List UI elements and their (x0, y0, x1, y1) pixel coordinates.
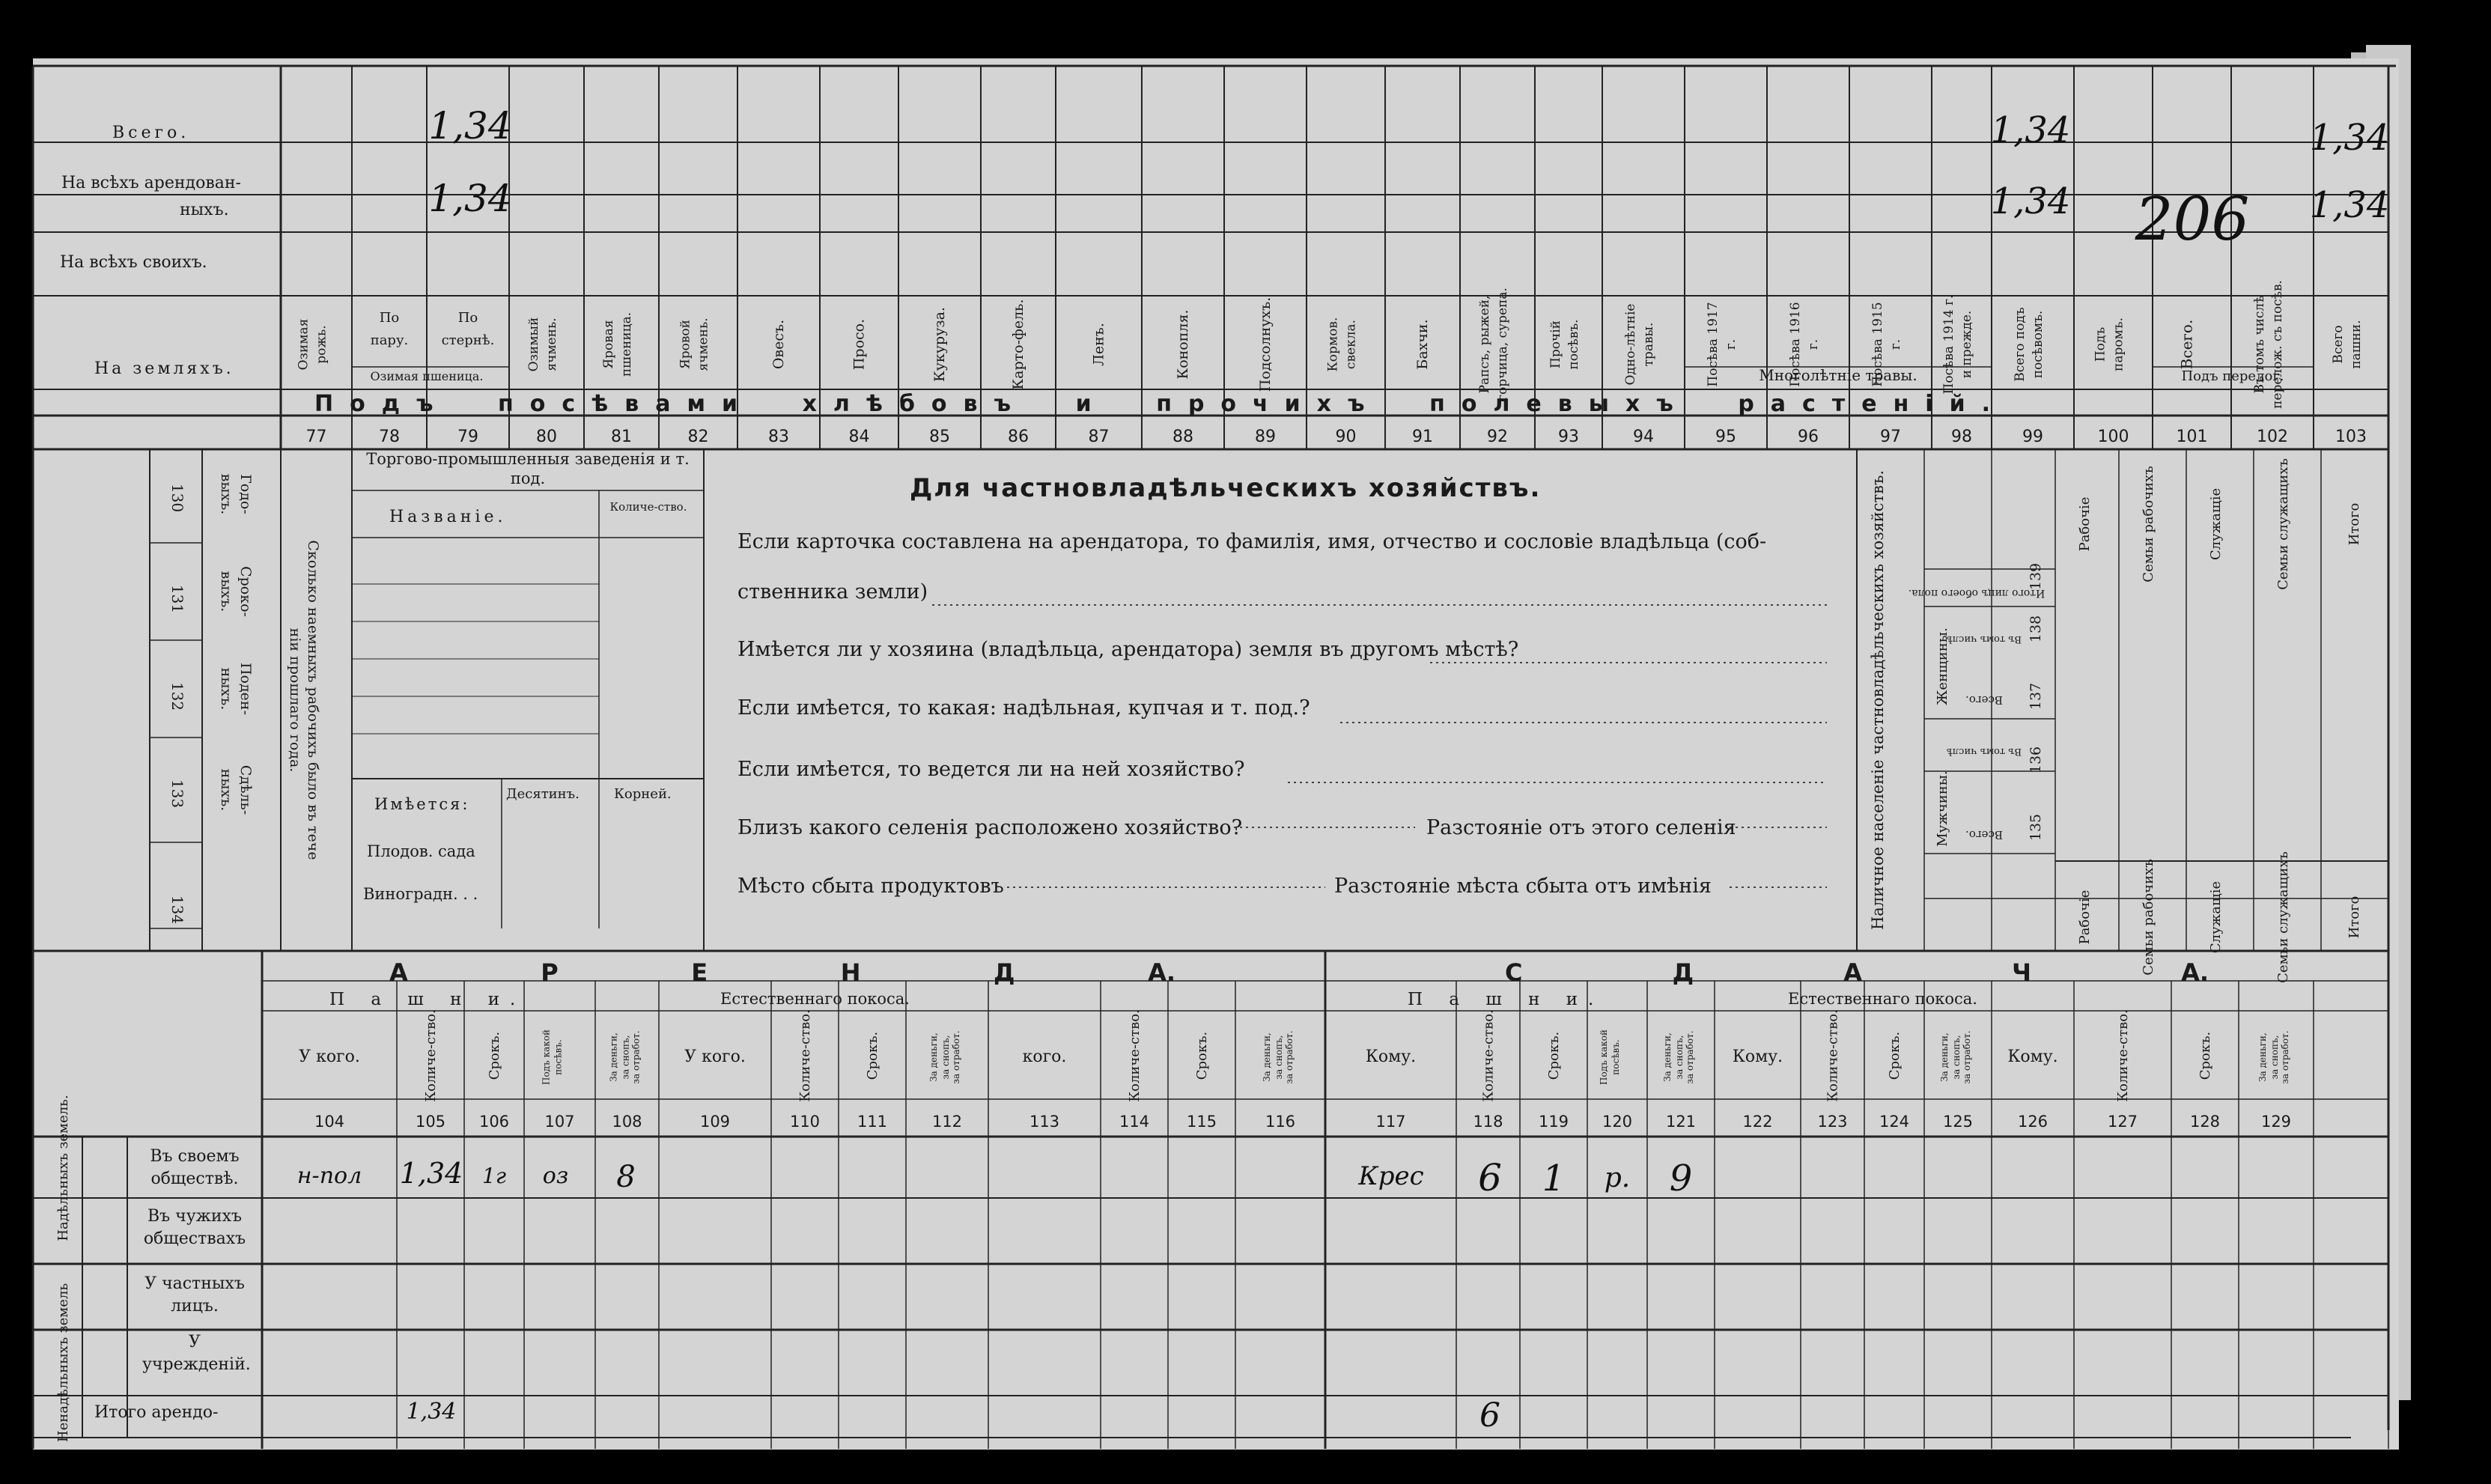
pop-label: Женщины. (1935, 627, 1950, 705)
pop-col-header: Семьи служащихъ (2275, 851, 2291, 983)
hw-itogo-105: 1,34 (406, 1399, 457, 1425)
crop-header: Посѣва 1917 (1706, 302, 1721, 387)
pop-number: 136 (2028, 746, 2044, 774)
row-arend: На всѣхъ арендован- (61, 174, 241, 192)
hw-row1-117: Крес (1358, 1161, 1424, 1191)
col-number: 80 (536, 428, 557, 446)
pop-number: 138 (2028, 615, 2044, 643)
crop-header: Подсолнухъ. (1257, 297, 1274, 392)
bottom-col-number: 105 (415, 1113, 446, 1131)
arenda-heading: А Р Е Н Д А. (389, 958, 1175, 987)
bottom-col-header: за снопъ, (1274, 1035, 1284, 1080)
bottom-col-number: 128 (2189, 1113, 2221, 1131)
bottom-col-header: за отработ. (2280, 1030, 2290, 1084)
bottom-col-number: 113 (1029, 1113, 1060, 1131)
hw-row1-119: 1 (1542, 1158, 1566, 1199)
bottom-col-header: за отработ. (1284, 1030, 1295, 1084)
bottom-col-header: У кого. (684, 1047, 746, 1066)
trade-title: Торгово-промышленныя заведенія и т. под. (366, 450, 690, 487)
hw-vsego-99: 1,34 (1990, 109, 2071, 151)
crop-header: Рапсъ, рыжей, (1477, 295, 1492, 394)
row-arend-2: ныхъ. (180, 201, 229, 219)
bottom-col-number: 129 (2260, 1113, 2292, 1131)
crop-header: г. (1888, 338, 1903, 350)
pop-col-header: Итого (2346, 502, 2362, 546)
crop-header: Яровой (678, 320, 693, 369)
hw-arend-100: 206 (2135, 184, 2250, 254)
bottom-col-header: Кому. (1365, 1047, 1417, 1066)
desyatin-label: Десятинъ. (506, 786, 580, 802)
bottom-col-header: За деньги, (928, 1033, 939, 1082)
crop-header: посѣвомъ. (2031, 310, 2046, 379)
bottom-col-header: посѣвъ. (553, 1039, 564, 1075)
col-number: 87 (1088, 428, 1110, 446)
bottom-col-number: 122 (1742, 1113, 1773, 1131)
crop-header: ячмень. (544, 317, 559, 371)
hw-row1-106: 1г (482, 1164, 506, 1188)
hired-number: 134 (168, 895, 186, 925)
row-svoem: Въ своемъ обществѣ. (150, 1147, 240, 1188)
bottom-col-number: 118 (1473, 1113, 1503, 1131)
hired-question: Сколько наемныхъ рабочихъ было въ тече (305, 540, 321, 860)
private-q6: Мѣсто сбыта продуктовъ (737, 875, 1004, 898)
private-q5: Близъ какого селенія расположено хозяйство? (737, 816, 1243, 839)
col-number: 103 (2335, 428, 2367, 446)
row-uchrezhd: У учрежденій. (142, 1333, 251, 1374)
bottom-col-header: Срокъ. (865, 1031, 880, 1080)
crop-header: пашни. (2349, 320, 2364, 369)
pereloг-label: Подъ перелог. (2181, 368, 2284, 384)
crop-header: Подъ (2093, 326, 2108, 362)
col-number: 95 (1715, 428, 1736, 446)
pop-label: Мужчины. (1935, 770, 1950, 847)
crop-header: Кормов. (1325, 317, 1341, 372)
row-itogo: Итого арендо- (94, 1403, 219, 1422)
bottom-col-number: 119 (1538, 1113, 1569, 1131)
nenadel-group: Ненадѣльныхъ земель (55, 1283, 71, 1443)
ozim-pshen-label: Озимая пшеница. (370, 369, 484, 383)
hw-arend-99: 1,34 (1990, 180, 2071, 222)
crop-header: Посѣва 1915 (1870, 302, 1885, 387)
col-number: 94 (1633, 428, 1654, 446)
bottom-col-header: посѣвъ. (1611, 1039, 1621, 1075)
bottom-col-header: Количе-ство. (1825, 1009, 1841, 1102)
col-number: 86 (1008, 428, 1029, 446)
private-holdings-title: Для частновладѣльческихъ хозяйствъ. (910, 473, 1542, 503)
hw-arend-78: 1,34 (428, 177, 512, 220)
hired-number: 133 (168, 779, 186, 809)
col-number: 90 (1335, 428, 1357, 446)
crop-header: Въ томъ числѣ (2252, 295, 2267, 394)
col-number: 99 (2022, 428, 2043, 446)
bottom-col-header: Срокъ. (2198, 1031, 2213, 1080)
trade-col-qty: Количе-ство. (609, 500, 687, 514)
pop-col-header: Рабочіе (2077, 890, 2093, 945)
hw-row1-120: р. (1604, 1163, 1631, 1193)
private-q2: Имѣется ли у хозяина (владѣльца, арендатора) земля въ другомъ мѣстѣ? (737, 638, 1519, 661)
crop-header: Кукуруза. (931, 306, 948, 383)
crop-header: г. (1724, 338, 1739, 350)
pop-label: Всего. (1965, 828, 2003, 842)
bottom-col-number: 112 (931, 1113, 963, 1131)
crop-header: Овесъ. (770, 319, 787, 370)
crop-header: Яровая (601, 320, 616, 369)
row-svoih: На всѣхъ своихъ. (60, 253, 207, 272)
pop-col-header: Семьи служащихъ (2275, 458, 2291, 590)
col-number: 77 (305, 428, 327, 446)
bottom-col-header: За деньги, (1939, 1033, 1950, 1082)
bottom-col-number: 108 (612, 1113, 642, 1131)
bottom-col-header: Срокъ. (1887, 1031, 1903, 1080)
bottom-col-header: за отработ. (1685, 1030, 1695, 1084)
hired-label: ныхъ. (218, 768, 234, 812)
bottom-col-header: За деньги, (608, 1033, 619, 1082)
bottom-col-header: У кого. (299, 1047, 360, 1066)
korney-label: Корней. (614, 786, 672, 802)
crop-header: Озимый (526, 317, 541, 372)
bottom-col-header: за снопъ, (620, 1035, 631, 1080)
private-q1: Если карточка составлена на арендатора, то фамилія, имя, отчество и сословіе владѣльца (соб- (737, 530, 1767, 553)
bottom-col-number: 111 (857, 1113, 888, 1131)
bottom-col-number: 125 (1942, 1113, 1974, 1131)
arenda-pokos: Естественнаго покоса. (720, 990, 910, 1008)
pod-posevami-banner: Подъ посѣвами хлѣбовъ и прочихъ полевыхъ растеній. (314, 391, 2007, 417)
private-q6b: Разстояніе мѣста сбыта отъ имѣнія (1334, 875, 1712, 898)
private-q4: Если имѣется, то ведется ли на ней хозяйство? (737, 758, 1245, 781)
bottom-col-number: 117 (1375, 1113, 1406, 1131)
crop-header: Одно-лѣтніе (1623, 303, 1638, 386)
bottom-col-header: За деньги, (1662, 1033, 1673, 1082)
nadel-group: Надѣльныхъ земель. (55, 1095, 71, 1241)
private-q1b: ственника земли) (737, 580, 928, 603)
crop-header: и прежде. (1959, 310, 1974, 379)
hired-number: 130 (168, 483, 186, 513)
pop-label: Итого лицъ обоего пола. (1908, 587, 2046, 599)
col-number: 81 (611, 428, 632, 446)
bottom-col-number: 109 (699, 1113, 731, 1131)
hw-row1-118: 6 (1478, 1156, 1502, 1199)
col-number: 88 (1172, 428, 1193, 446)
bottom-col-number: 123 (1817, 1113, 1848, 1131)
bottom-col-header: за снопъ, (1674, 1035, 1685, 1080)
hw-vsego-103: 1,34 (2309, 117, 2390, 159)
bottom-col-header: кого. (1022, 1047, 1067, 1066)
crop-header: Просо. (851, 318, 868, 371)
pop-vertical-title: Наличное населеніе частновладѣльческихъ хозяйствъ. (1869, 469, 1887, 931)
crop-header: Всего подъ (2013, 307, 2028, 382)
row-chastnyh: У частныхъ лицъ. (145, 1274, 245, 1316)
bottom-col-header: Кому. (2007, 1047, 2058, 1066)
bottom-col-number: 110 (789, 1113, 821, 1131)
pop-label: Въ томъ числѣ (1946, 633, 2022, 645)
crop-header: перелож. съ посѣв. (2270, 280, 2285, 409)
crop-header: Посѣва 1916 (1788, 302, 1803, 387)
pop-col-header: Семьи рабочихъ (2141, 859, 2156, 976)
col-number: 91 (1412, 428, 1433, 446)
bottom-col-number: 127 (2107, 1113, 2138, 1131)
pop-col-header: Служащіе (2208, 487, 2224, 561)
crop-header: Ленъ. (1090, 323, 1107, 366)
hired-label: ныхъ. (218, 667, 234, 711)
pop-label: Всего. (1965, 693, 2003, 707)
arenda-pashni: П а ш н и. (329, 990, 526, 1009)
private-q5b: Разстояніе отъ этого селенія (1426, 816, 1736, 839)
col-number: 100 (2097, 428, 2129, 446)
crop-header: Бахчи. (1414, 319, 1431, 370)
bottom-col-header: за снопъ, (940, 1035, 951, 1080)
crop-header: свекла. (1343, 319, 1359, 370)
crop-header: Всего (2331, 325, 2346, 364)
hired-label: выхъ. (218, 571, 234, 612)
crop-header: пшеница. (619, 311, 634, 377)
hired-label: Сдѣль- (237, 764, 254, 815)
bottom-col-header: за снопъ, (1951, 1035, 1962, 1080)
pop-number: 135 (2028, 813, 2044, 842)
bottom-col-header: Подъ какой (541, 1030, 552, 1085)
col-number: 101 (2176, 428, 2208, 446)
hired-label: Сроко- (237, 566, 254, 617)
imeetsya-label: Имѣется: (374, 795, 470, 813)
bottom-col-number: 124 (1879, 1113, 1910, 1131)
crop-header: По (457, 310, 478, 326)
crop-header: По (379, 310, 400, 326)
bottom-col-header: Срокъ. (487, 1031, 502, 1080)
hw-row1-105: 1,34 (399, 1157, 463, 1190)
row-chuzhih: Въ чужихъ обществахъ (143, 1207, 246, 1248)
col-number: 79 (457, 428, 478, 446)
plod-sada-label: Плодов. сада (367, 842, 475, 860)
bottom-col-header: Срокъ. (1194, 1031, 1210, 1080)
bottom-col-number: 120 (1602, 1113, 1633, 1131)
hired-number: 132 (168, 681, 186, 711)
crop-header: стернѣ. (441, 332, 495, 348)
bottom-col-header: За деньги, (2257, 1033, 2268, 1082)
sdacha-heading: С Д А Ч А. (1505, 958, 2209, 987)
pop-col-header: Итого (2346, 895, 2362, 939)
bottom-col-number: 104 (314, 1113, 345, 1131)
pop-col-header: Служащіе (2208, 881, 2224, 954)
crop-header: Конопля. (1175, 309, 1191, 380)
crop-header: пару. (370, 332, 409, 348)
crop-header: г. (1806, 338, 1821, 350)
vinograd-label: Виноградн. . . (363, 885, 478, 903)
bottom-col-header: Количе-ство. (423, 1009, 439, 1102)
crop-header: рожь. (314, 325, 329, 364)
col-number: 78 (379, 428, 400, 446)
hired-label: Поден- (237, 662, 254, 716)
hw-row1-108: 8 (616, 1160, 636, 1194)
bottom-col-header: за отработ. (630, 1030, 642, 1084)
bottom-col-header: За деньги, (1262, 1033, 1272, 1082)
bottom-col-header: Количе-ство. (2115, 1009, 2131, 1102)
bottom-col-number: 106 (478, 1113, 510, 1131)
crop-header: паромъ. (2111, 317, 2126, 372)
trade-col-name: Названіе. (389, 508, 507, 526)
hired-label: Годо- (237, 474, 254, 514)
bottom-col-header: Кому. (1732, 1047, 1783, 1066)
bottom-col-header: Срокъ. (1546, 1031, 1562, 1080)
crop-header: травы. (1641, 322, 1656, 367)
bottom-col-number: 115 (1186, 1113, 1217, 1131)
sdacha-pokos: Естественнаго покоса. (1788, 990, 1977, 1008)
pop-col-header: Семьи рабочихъ (2141, 466, 2156, 583)
mnogolet-label: Многолѣтніе травы. (1759, 366, 1917, 384)
hw-row1-121: 9 (1669, 1158, 1693, 1199)
hw-arend-103: 1,34 (2309, 184, 2390, 226)
col-number: 98 (1951, 428, 1972, 446)
hw-row1-107: оз (542, 1163, 569, 1189)
col-number: 93 (1558, 428, 1579, 446)
col-number: 89 (1255, 428, 1276, 446)
hired-question: ніи прошлаго года. (287, 627, 303, 773)
bottom-col-number: 116 (1265, 1113, 1296, 1131)
col-number: 96 (1798, 428, 1819, 446)
col-number: 102 (2257, 428, 2288, 446)
col-number: 82 (687, 428, 709, 446)
col-number: 97 (1880, 428, 1901, 446)
private-q3: Если имѣется, то какая: надѣльная, купчая и т. под.? (737, 696, 1310, 720)
bottom-col-header: Количе-ство. (797, 1009, 813, 1102)
bottom-col-number: 107 (544, 1113, 575, 1131)
bottom-col-number: 126 (2017, 1113, 2049, 1131)
col-number: 85 (929, 428, 950, 446)
pop-number: 139 (2028, 562, 2044, 591)
pop-col-header: Рабочіе (2077, 496, 2093, 552)
row-vsego: Всего. (112, 124, 190, 142)
crop-header: Карто-фель. (1010, 299, 1026, 390)
bottom-col-header: Подъ какой (1599, 1030, 1609, 1085)
crop-header: Озимая (296, 318, 311, 371)
hired-number: 131 (168, 584, 186, 614)
bottom-col-number: 114 (1119, 1113, 1150, 1131)
hw-vsego-78: 1,34 (428, 104, 512, 148)
bottom-col-header: за отработ. (951, 1030, 961, 1084)
crop-header: Прочій (1548, 320, 1563, 368)
crop-header: посѣвъ. (1566, 319, 1581, 370)
bottom-col-header: Количе-ство. (1127, 1009, 1143, 1102)
bottom-col-number: 121 (1665, 1113, 1697, 1131)
row-na-zemlyah: На земляхъ. (94, 359, 234, 378)
col-number: 84 (848, 428, 870, 446)
pop-label: Въ томъ числѣ (1946, 746, 2022, 757)
bottom-col-header: Количе-ство. (1480, 1009, 1497, 1102)
crop-header: ячмень. (696, 317, 711, 371)
hw-row1-104: н-пол (296, 1163, 362, 1189)
hired-label: выхъ. (218, 473, 234, 515)
crop-header: Посѣва 1914 г. (1941, 294, 1956, 395)
bottom-col-header: за снопъ, (2269, 1035, 2280, 1080)
sdacha-pashni: П а ш н и. (1408, 990, 1605, 1009)
crop-header: горчица, сурепа. (1495, 288, 1510, 401)
col-number: 92 (1487, 428, 1508, 446)
pop-number: 137 (2028, 682, 2044, 711)
hw-itogo-118: 6 (1479, 1396, 1500, 1435)
bottom-col-header: за отработ. (1962, 1030, 1972, 1084)
col-number: 83 (768, 428, 789, 446)
crop-header: Всего. (2177, 319, 2196, 370)
